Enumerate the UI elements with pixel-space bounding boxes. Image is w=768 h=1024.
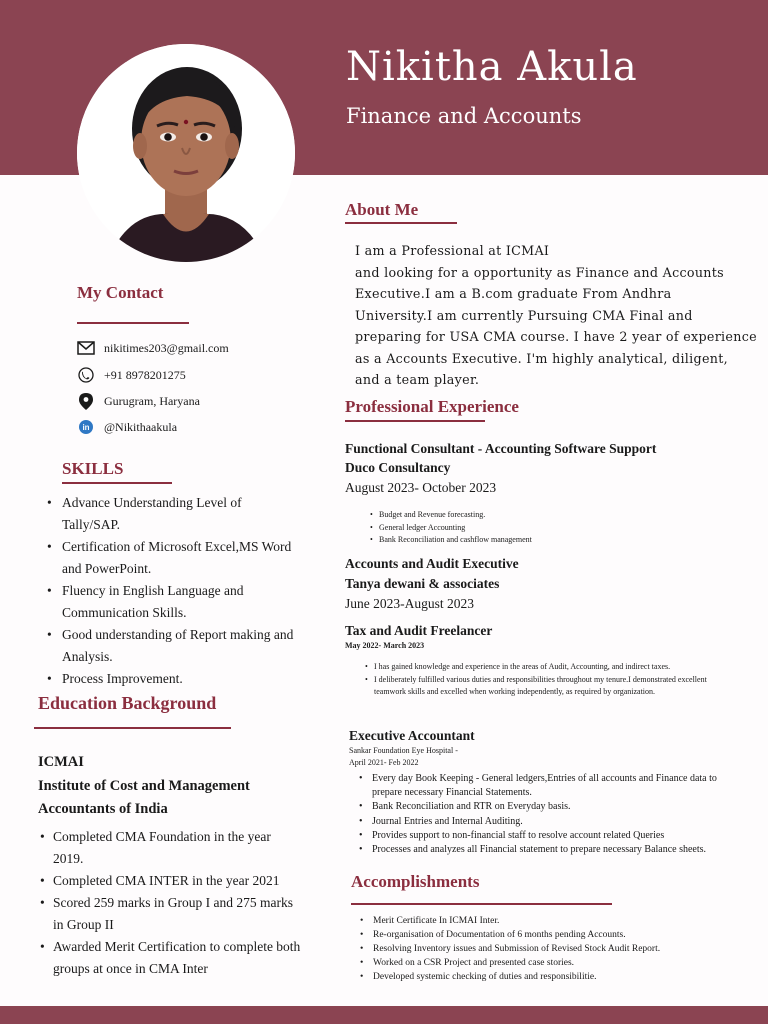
skill-item: • Certification of Microsoft Excel,MS Word and PowerPoint. — [62, 536, 297, 580]
candidate-name: Nikitha Akula — [346, 44, 638, 90]
skill-item: • Advance Understanding Level of Tally/SAP. — [62, 492, 297, 536]
about-line: I am a Professional at ICMAI — [355, 243, 550, 258]
mail-icon — [77, 339, 95, 357]
duty-item: • Provides support to non-financial staff to resolve account related Queries — [372, 829, 734, 843]
linkedin-text: @Nikithaakula — [104, 419, 178, 434]
about-line: Executive.I am a B.com graduate From Andhra — [355, 286, 672, 301]
accomplishment-item: • Resolving Inventory issues and Submission of Revised Stock Audit Report. — [373, 942, 693, 956]
experience-heading: Professional Experience — [345, 397, 519, 416]
skill-item: • Fluency in English Language and Communication Skills. — [62, 580, 297, 624]
job1-duties — [379, 509, 679, 547]
duty-item: • Bank Reconciliation and cashflow management — [379, 534, 679, 547]
job4-company: Sankar Foundation Eye Hospital - — [349, 746, 458, 755]
email-text: nikitimes203@gmail.com — [104, 340, 229, 355]
duty-item: • General ledger Accounting — [379, 522, 679, 535]
contact-linkedin[interactable] — [77, 417, 177, 437]
skills-rule — [62, 482, 172, 484]
accomplishments-rule — [351, 903, 612, 905]
job3-duties — [374, 661, 724, 699]
education-rule — [34, 727, 231, 729]
accomplishment-item: • Developed systemic checking of duties and responsibilitie. — [373, 970, 693, 984]
institute-short: ICMAI — [38, 754, 84, 770]
job2-title: Accounts and Audit Executive — [345, 556, 519, 571]
location-pin-icon — [77, 392, 95, 410]
contact-rule — [77, 322, 189, 324]
duty-item: • I has gained knowledge and experience in the areas of Audit, Accounting, and indirect taxes. — [374, 661, 724, 674]
skills-list — [62, 492, 297, 690]
about-text — [355, 240, 755, 391]
accomplishments-heading: Accomplishments — [351, 872, 480, 891]
education-list — [53, 826, 303, 980]
education-heading: Education Background — [38, 693, 217, 713]
accomplishment-item: • Merit Certificate In ICMAI Inter. — [373, 914, 693, 928]
about-rule — [345, 222, 457, 224]
linkedin-icon — [77, 418, 95, 436]
duty-item: • Processes and analyzes all Financial statement to prepare necessary Balance sheets. — [372, 843, 734, 857]
contact-phone[interactable] — [77, 365, 186, 385]
about-line: University.I am currently Pursuing CMA Final and — [355, 307, 693, 323]
duty-item: • Bank Reconciliation and RTR on Everyday basis. — [372, 800, 734, 814]
experience-rule — [345, 420, 485, 422]
duty-item: • Journal Entries and Internal Auditing. — [372, 815, 734, 829]
skill-item: • Process Improvement. — [62, 668, 297, 690]
job1-company: Duco Consultancy — [345, 460, 451, 475]
job4-dates: April 2021- Feb 2022 — [349, 758, 419, 767]
portrait-illustration — [77, 44, 295, 262]
job4-duties — [372, 772, 734, 857]
svg-text:in: in — [82, 423, 90, 432]
contact-heading: My Contact — [77, 283, 164, 302]
institute-name-line1: Institute of Cost and Management — [38, 777, 250, 794]
footer-band — [0, 1006, 768, 1024]
job1-title: Functional Consultant - Accounting Software Support — [345, 441, 657, 456]
duty-item: • Budget and Revenue forecasting. — [379, 509, 679, 522]
about-line: preparing for USA CMA course. I have 2 year of experience — [355, 329, 757, 344]
phone-icon — [77, 366, 95, 384]
about-line: as a Accounts Executive. I'm highly analytical, diligent, — [355, 350, 728, 366]
education-item: • Completed CMA INTER in the year 2021 — [53, 870, 303, 892]
accomplishment-item: • Worked on a CSR Project and presented case stories. — [373, 956, 693, 970]
duty-item: • Every day Book Keeping - General ledgers,Entries of all accounts and Finance data to prepare necessary Financial Statements. — [372, 772, 734, 800]
candidate-role: Finance and Accounts — [346, 104, 582, 128]
accomplishments-list — [373, 914, 693, 984]
contact-location — [77, 391, 200, 411]
job2-company: Tanya dewani & associates — [345, 576, 500, 591]
accomplishment-item: • Re-organisation of Documentation of 6 months pending Accounts. — [373, 928, 693, 942]
education-item: • Awarded Merit Certification to complete both groups at once in CMA Inter — [53, 936, 303, 980]
about-heading: About Me — [345, 200, 419, 219]
skill-item: • Good understanding of Report making and Analysis. — [62, 624, 297, 668]
education-item: • Scored 259 marks in Group I and 275 marks in Group II — [53, 892, 303, 936]
phone-text: +91 8978201275 — [104, 367, 186, 382]
location-text: Gurugram, Haryana — [104, 393, 200, 408]
duty-item: • I deliberately fulfilled various duties and responsibilities throughout my tenure.I demonstrated excellent teamwork skills and excelled when working independently, as required by organization. — [374, 674, 724, 699]
skills-heading: SKILLS — [62, 459, 124, 478]
institute-name-line2: Accountants of India — [38, 801, 168, 817]
job1-dates: August 2023- October 2023 — [345, 480, 497, 495]
about-line: and looking for a opportunity as Finance and Accounts — [355, 264, 724, 280]
job4-title: Executive Accountant — [349, 728, 475, 743]
contact-email[interactable] — [77, 338, 229, 358]
education-institute — [38, 751, 288, 822]
education-item: • Completed CMA Foundation in the year 2019. — [53, 826, 303, 870]
about-line: and a team player. — [355, 372, 480, 387]
job3-title: Tax and Audit Freelancer — [345, 623, 493, 638]
profile-photo — [77, 44, 295, 262]
job2-dates: June 2023-August 2023 — [345, 596, 474, 611]
job3-dates: May 2022- March 2023 — [345, 641, 425, 650]
